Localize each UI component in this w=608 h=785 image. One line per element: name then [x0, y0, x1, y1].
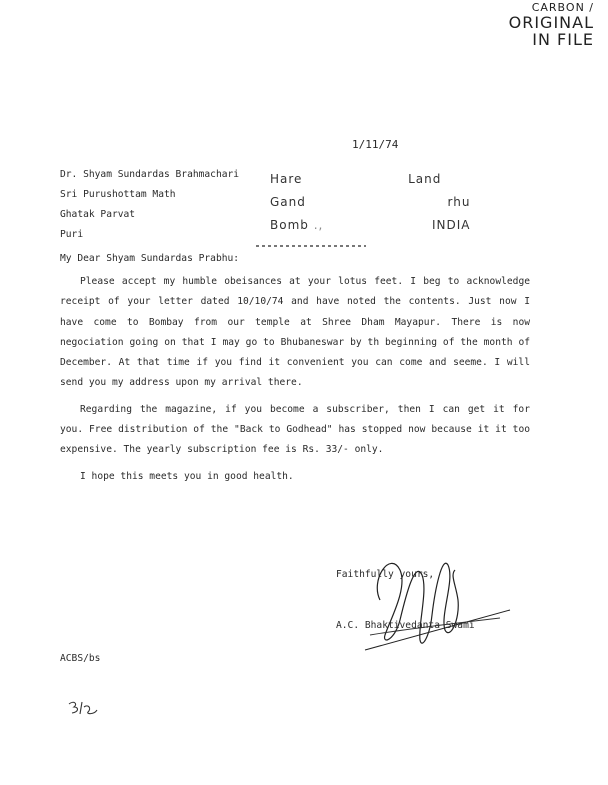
handwritten-line-2	[270, 191, 470, 214]
letter-date: 1/11/74	[352, 138, 399, 151]
letter-body	[60, 272, 530, 493]
faded-smudge-line	[256, 245, 366, 247]
recipient-line-4: Puri	[60, 229, 84, 240]
handwritten-line-2-end: rhu	[447, 195, 471, 209]
recipient-line-2: Sri Purushottam Math	[60, 189, 176, 200]
stamp-line-1: CARBON /	[531, 1, 594, 14]
handwritten-line-1-start: Hare	[270, 172, 303, 186]
handwritten-address	[270, 168, 470, 237]
handwritten-country: INDIA	[432, 218, 471, 232]
handwritten-line-1-end: Land	[408, 172, 442, 186]
stamp-line-3: IN FILE	[532, 30, 594, 49]
handwritten-line-1	[270, 168, 470, 191]
handwritten-line-3-start: Bomb	[270, 218, 309, 232]
carbon-original-stamp	[509, 2, 594, 48]
handwritten-signature	[360, 540, 520, 655]
stamp-line-2: ORIGINAL	[508, 13, 594, 32]
complimentary-closing: Faithfully yours,	[336, 569, 435, 580]
recipient-line-1: Dr. Shyam Sundardas Brahmachari	[60, 169, 240, 180]
recipient-address	[60, 165, 239, 245]
body-paragraph-3: I hope this meets you in good health.	[80, 470, 294, 482]
reference-initials: ACBS/bs	[60, 653, 101, 664]
handwritten-line-2-start: Gand	[270, 195, 306, 209]
salutation: My Dear Shyam Sundardas Prabhu:	[60, 253, 240, 264]
smudge-dots: .,	[308, 218, 324, 232]
body-paragraph-1: Please accept my humble obeisances at your lotus feet. I beg to acknowledge receipt of your letter dated 10/10/74 and have noted the contents. Just now I have come to Bombay from our temple at Shree Dham Mayapur. There is now negociation going on that I may go to Bhubaneswar by th beginning of the month of December. At that time if you find it convenient you can come and seeme. I will send you my address upon my arrival there.	[60, 276, 530, 389]
body-paragraph-2: Regarding the magazine, if you become a subscriber, then I can get it for you. Free distribution of the "Back to Godhead" has stopped now because it it too expensive. The yearly subscription fee is Rs. 33/- only.	[60, 403, 530, 456]
signature-name: A.C. Bhaktivedanta Swami	[336, 620, 475, 631]
recipient-line-3: Ghatak Parvat	[60, 209, 136, 220]
handwritten-mark	[66, 698, 100, 720]
